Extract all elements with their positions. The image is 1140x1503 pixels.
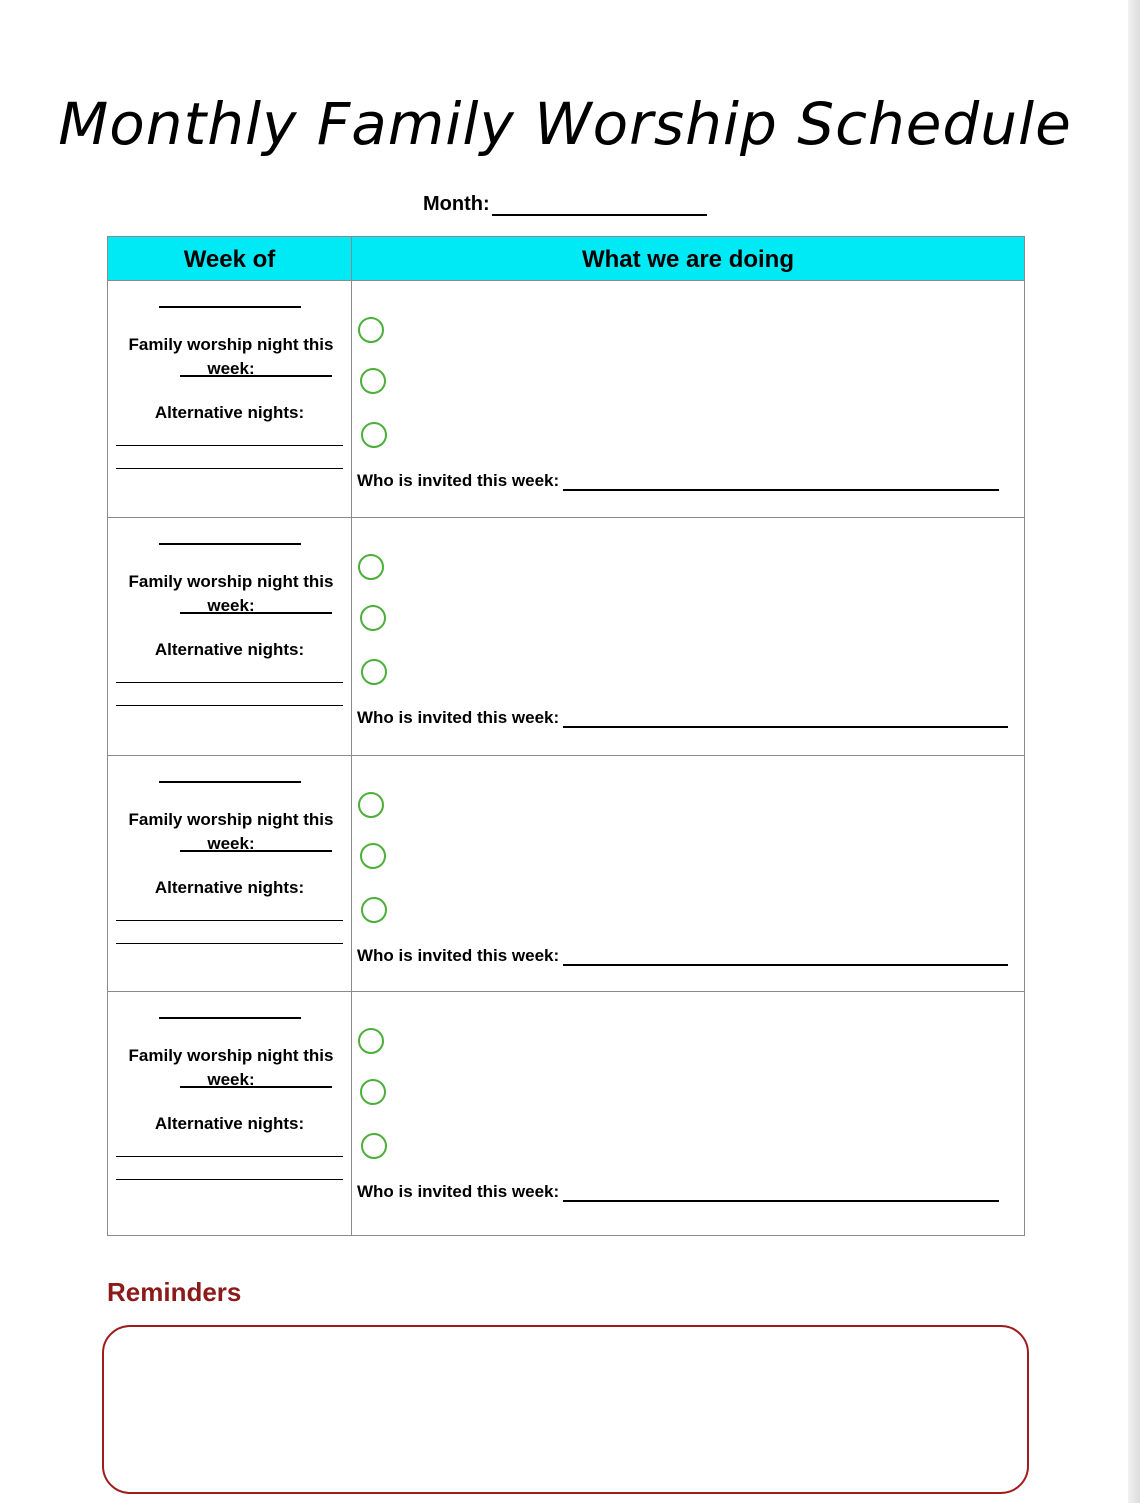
week-row: [108, 518, 1024, 756]
invited-line[interactable]: [563, 1184, 999, 1202]
week-date-line[interactable]: [159, 543, 301, 545]
month-field: [423, 193, 707, 216]
activity-checkbox[interactable]: [361, 422, 387, 448]
activity-checkbox[interactable]: [358, 792, 384, 818]
invited-label: Who is invited this week:: [357, 946, 560, 965]
page-title: Monthly Family Worship Schedule: [58, 90, 1072, 158]
alternative-night-line[interactable]: [116, 705, 343, 706]
worship-night-label: Family worship night this week:: [128, 1046, 334, 1089]
worship-night-label: Family worship night this week:: [128, 335, 334, 378]
page-edge: [1128, 0, 1140, 1503]
alternative-night-line[interactable]: [116, 920, 343, 921]
activity-checkbox[interactable]: [360, 1079, 386, 1105]
week-row: [108, 992, 1024, 1235]
activity-checkbox[interactable]: [361, 659, 387, 685]
worship-night-line[interactable]: [180, 375, 332, 377]
month-input-line[interactable]: [492, 195, 707, 216]
week-date-line[interactable]: [159, 781, 301, 783]
invited-line[interactable]: [563, 710, 1008, 728]
table-header: [108, 237, 1024, 281]
activity-checkbox[interactable]: [358, 1028, 384, 1054]
header-week-of: Week of: [183, 246, 276, 273]
activity-checkbox[interactable]: [360, 843, 386, 869]
alternative-night-line[interactable]: [116, 1156, 343, 1157]
week-date-line[interactable]: [159, 306, 301, 308]
activity-checkbox[interactable]: [358, 554, 384, 580]
worship-night-line[interactable]: [180, 612, 332, 614]
invited-label: Who is invited this week:: [357, 708, 560, 727]
activity-checkbox[interactable]: [358, 317, 384, 343]
activity-checkbox[interactable]: [361, 1133, 387, 1159]
activity-checkbox[interactable]: [361, 897, 387, 923]
worship-night-label: Family worship night this week:: [128, 810, 334, 853]
reminders-heading: Reminders: [107, 1277, 242, 1307]
invited-line[interactable]: [563, 948, 1008, 966]
activity-checkbox[interactable]: [360, 605, 386, 631]
week-date-line[interactable]: [159, 1017, 301, 1019]
invited-label: Who is invited this week:: [357, 471, 560, 490]
week-row: [108, 756, 1024, 992]
alternative-night-line[interactable]: [116, 1179, 343, 1180]
month-label: Month:: [423, 193, 490, 215]
invited-field: [357, 471, 999, 491]
alternative-night-line[interactable]: [116, 445, 343, 446]
schedule-table: [107, 236, 1025, 1236]
worship-night-line[interactable]: [180, 850, 332, 852]
invited-field: [357, 1182, 999, 1202]
alternative-nights-label: Alternative nights:: [154, 878, 305, 897]
alternative-nights-label: Alternative nights:: [154, 1114, 305, 1133]
alternative-nights-label: Alternative nights:: [154, 640, 305, 659]
alternative-night-line[interactable]: [116, 943, 343, 944]
alternative-night-line[interactable]: [116, 468, 343, 469]
invited-field: [357, 946, 1008, 966]
invited-field: [357, 708, 1008, 728]
invited-line[interactable]: [563, 473, 999, 491]
week-row: [108, 281, 1024, 518]
alternative-night-line[interactable]: [116, 682, 343, 683]
worship-night-line[interactable]: [180, 1086, 332, 1088]
invited-label: Who is invited this week:: [357, 1182, 560, 1201]
alternative-nights-label: Alternative nights:: [154, 403, 305, 422]
reminders-box[interactable]: [102, 1325, 1029, 1494]
worship-night-label: Family worship night this week:: [128, 572, 334, 615]
header-what-we-are-doing: What we are doing: [581, 246, 794, 273]
activity-checkbox[interactable]: [360, 368, 386, 394]
